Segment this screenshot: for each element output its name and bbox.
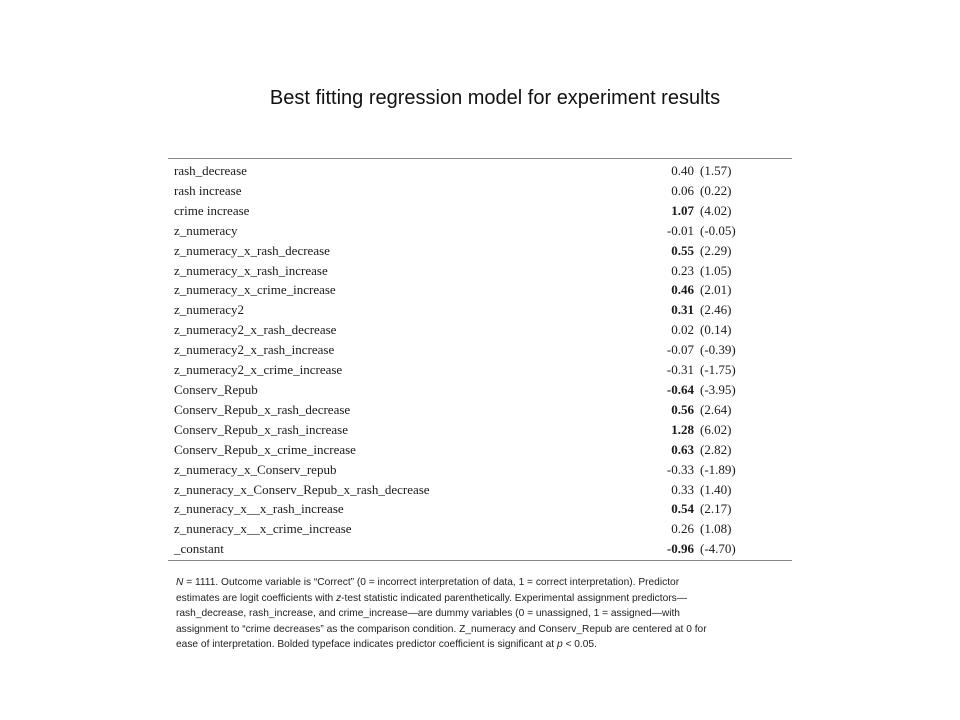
coefficient-value: 0.31 bbox=[671, 302, 694, 318]
coefficient-value: -0.64 bbox=[666, 381, 694, 397]
coefficient-value: 0.23 bbox=[671, 262, 694, 278]
coefficient-value: 0.40 bbox=[671, 163, 694, 178]
predictor-name: z_numeracy bbox=[174, 222, 238, 238]
table-row bbox=[168, 400, 792, 420]
predictor-name: z_nuneracy_x_Conserv_Repub_x_rash_decrease bbox=[174, 481, 430, 497]
predictor-name: z_nuneracy_x__x_crime_increase bbox=[174, 521, 352, 537]
coefficient-value: -0.01 bbox=[666, 222, 694, 238]
z-statistic: (2.82) bbox=[700, 441, 732, 457]
regression-table bbox=[168, 158, 792, 561]
predictor-name: Conserv_Repub bbox=[174, 381, 258, 397]
coefficient-value: 0.56 bbox=[671, 401, 694, 417]
footnote-line-2 bbox=[176, 591, 794, 607]
table-row bbox=[168, 380, 792, 400]
table-row bbox=[168, 181, 792, 201]
coefficient-value: -0.31 bbox=[666, 362, 694, 378]
z-statistic: (1.05) bbox=[700, 262, 732, 278]
z-statistic: (2.01) bbox=[700, 282, 732, 298]
z-statistic: (-1.89) bbox=[700, 461, 736, 477]
coefficient-value: 0.06 bbox=[671, 182, 694, 198]
predictor-name: Conserv_Repub_x_crime_increase bbox=[174, 441, 356, 457]
z-statistic: (-0.05) bbox=[700, 222, 736, 238]
table-row bbox=[168, 499, 792, 519]
z-statistic: (2.29) bbox=[700, 242, 732, 258]
z-statistic: (2.64) bbox=[700, 401, 732, 417]
table-row bbox=[168, 161, 792, 181]
predictor-name: _constant bbox=[174, 541, 224, 557]
z-statistic: (2.17) bbox=[700, 501, 732, 517]
footnote-line-2a: estimates are logit coefficients with bbox=[176, 592, 337, 604]
predictor-name: z_nuneracy_x__x_rash_increase bbox=[174, 501, 344, 517]
predictor-name: Conserv_Repub_x_rash_increase bbox=[174, 421, 349, 437]
coefficient-value: 1.28 bbox=[671, 421, 694, 437]
footnote-n-label: N bbox=[176, 577, 184, 588]
z-statistic: (0.22) bbox=[700, 182, 732, 198]
table-row bbox=[168, 420, 792, 440]
table-row bbox=[168, 300, 792, 320]
footnote-line-3: rash_decrease, rash_increase, and crime_increase—are dummy variables (0 = unassigned, 1 = assigned—with bbox=[176, 608, 680, 619]
coefficient-value: 1.07 bbox=[671, 202, 694, 218]
table-footnote bbox=[176, 575, 794, 653]
footnote-line-5b: < 0.05. bbox=[562, 639, 597, 650]
table-row bbox=[168, 261, 792, 281]
table-row bbox=[168, 539, 792, 559]
coefficient-value: 0.02 bbox=[671, 322, 694, 338]
footnote-line-5a: ease of interpretation. Bolded typeface indicates predictor coefficient is significant at bbox=[176, 639, 557, 650]
predictor-name: z_numeracy_x_rash_decrease bbox=[174, 242, 330, 258]
footnote-z-symbol: z bbox=[336, 592, 342, 604]
coefficient-value: 0.55 bbox=[671, 242, 694, 258]
z-statistic: (-3.95) bbox=[700, 381, 736, 397]
table-row bbox=[168, 280, 792, 300]
z-statistic: (1.08) bbox=[700, 521, 732, 537]
z-statistic: (1.57) bbox=[700, 163, 732, 178]
coefficient-value: 0.54 bbox=[671, 501, 694, 517]
table-row bbox=[168, 320, 792, 340]
z-statistic: (-0.39) bbox=[700, 342, 736, 358]
table-row bbox=[168, 519, 792, 539]
z-statistic: (1.40) bbox=[700, 481, 732, 497]
table-row bbox=[168, 360, 792, 380]
coefficient-value: 0.26 bbox=[671, 521, 694, 537]
footnote-p-symbol: p bbox=[556, 639, 563, 650]
predictor-name: z_numeracy_x_crime_increase bbox=[174, 282, 336, 298]
predictor-name: z_numeracy_x_Conserv_repub bbox=[174, 461, 337, 477]
footnote-line-4: assignment to “crime decreases” as the comparison condition. Z_numeracy and Conserv_Repub are centered at 0 for bbox=[176, 623, 707, 635]
footnote-line-5 bbox=[176, 637, 794, 653]
predictor-name: z_numeracy_x_rash_increase bbox=[174, 262, 328, 278]
coefficient-value: 0.33 bbox=[671, 481, 694, 497]
table-row bbox=[168, 440, 792, 460]
predictor-name: Conserv_Repub_x_rash_decrease bbox=[174, 401, 351, 417]
table-row bbox=[168, 480, 792, 500]
predictor-name: crime increase bbox=[174, 202, 250, 218]
z-statistic: (-1.75) bbox=[700, 362, 736, 378]
coefficient-value: -0.07 bbox=[666, 342, 694, 358]
table-row bbox=[168, 460, 792, 480]
z-statistic: (-4.70) bbox=[700, 541, 736, 557]
footnote-line-2b: -test statistic indicated parenthetically. Experimental assignment predictors— bbox=[341, 592, 687, 604]
predictor-name: z_numeracy2_x_crime_increase bbox=[174, 362, 343, 378]
z-statistic: (4.02) bbox=[700, 202, 732, 218]
coefficient-value: 0.46 bbox=[671, 282, 694, 298]
coefficient-value: -0.33 bbox=[666, 461, 694, 477]
footnote-line-1 bbox=[176, 575, 794, 591]
coefficient-value: -0.96 bbox=[666, 541, 694, 557]
predictor-name: z_numeracy2 bbox=[174, 302, 245, 318]
z-statistic: (6.02) bbox=[700, 421, 732, 437]
table-row bbox=[168, 221, 792, 241]
predictor-name: z_numeracy2_x_rash_decrease bbox=[174, 322, 337, 338]
predictor-name: rash_decrease bbox=[174, 163, 247, 178]
predictor-name: z_numeracy2_x_rash_increase bbox=[174, 342, 335, 358]
table-row bbox=[168, 201, 792, 221]
predictor-name: rash increase bbox=[174, 182, 242, 198]
table-title: Best fitting regression model for experiment results bbox=[269, 87, 721, 109]
table-row bbox=[168, 241, 792, 261]
table-row bbox=[168, 340, 792, 360]
z-statistic: (2.46) bbox=[700, 302, 732, 318]
coefficient-value: 0.63 bbox=[671, 441, 694, 457]
regression-table-body bbox=[168, 161, 792, 559]
z-statistic: (0.14) bbox=[700, 322, 732, 338]
footnote-line-1-text: = 1111. Outcome variable is “Correct” (0 = incorrect interpretation of data, 1 = correct interpretation). Predictor bbox=[183, 577, 680, 588]
